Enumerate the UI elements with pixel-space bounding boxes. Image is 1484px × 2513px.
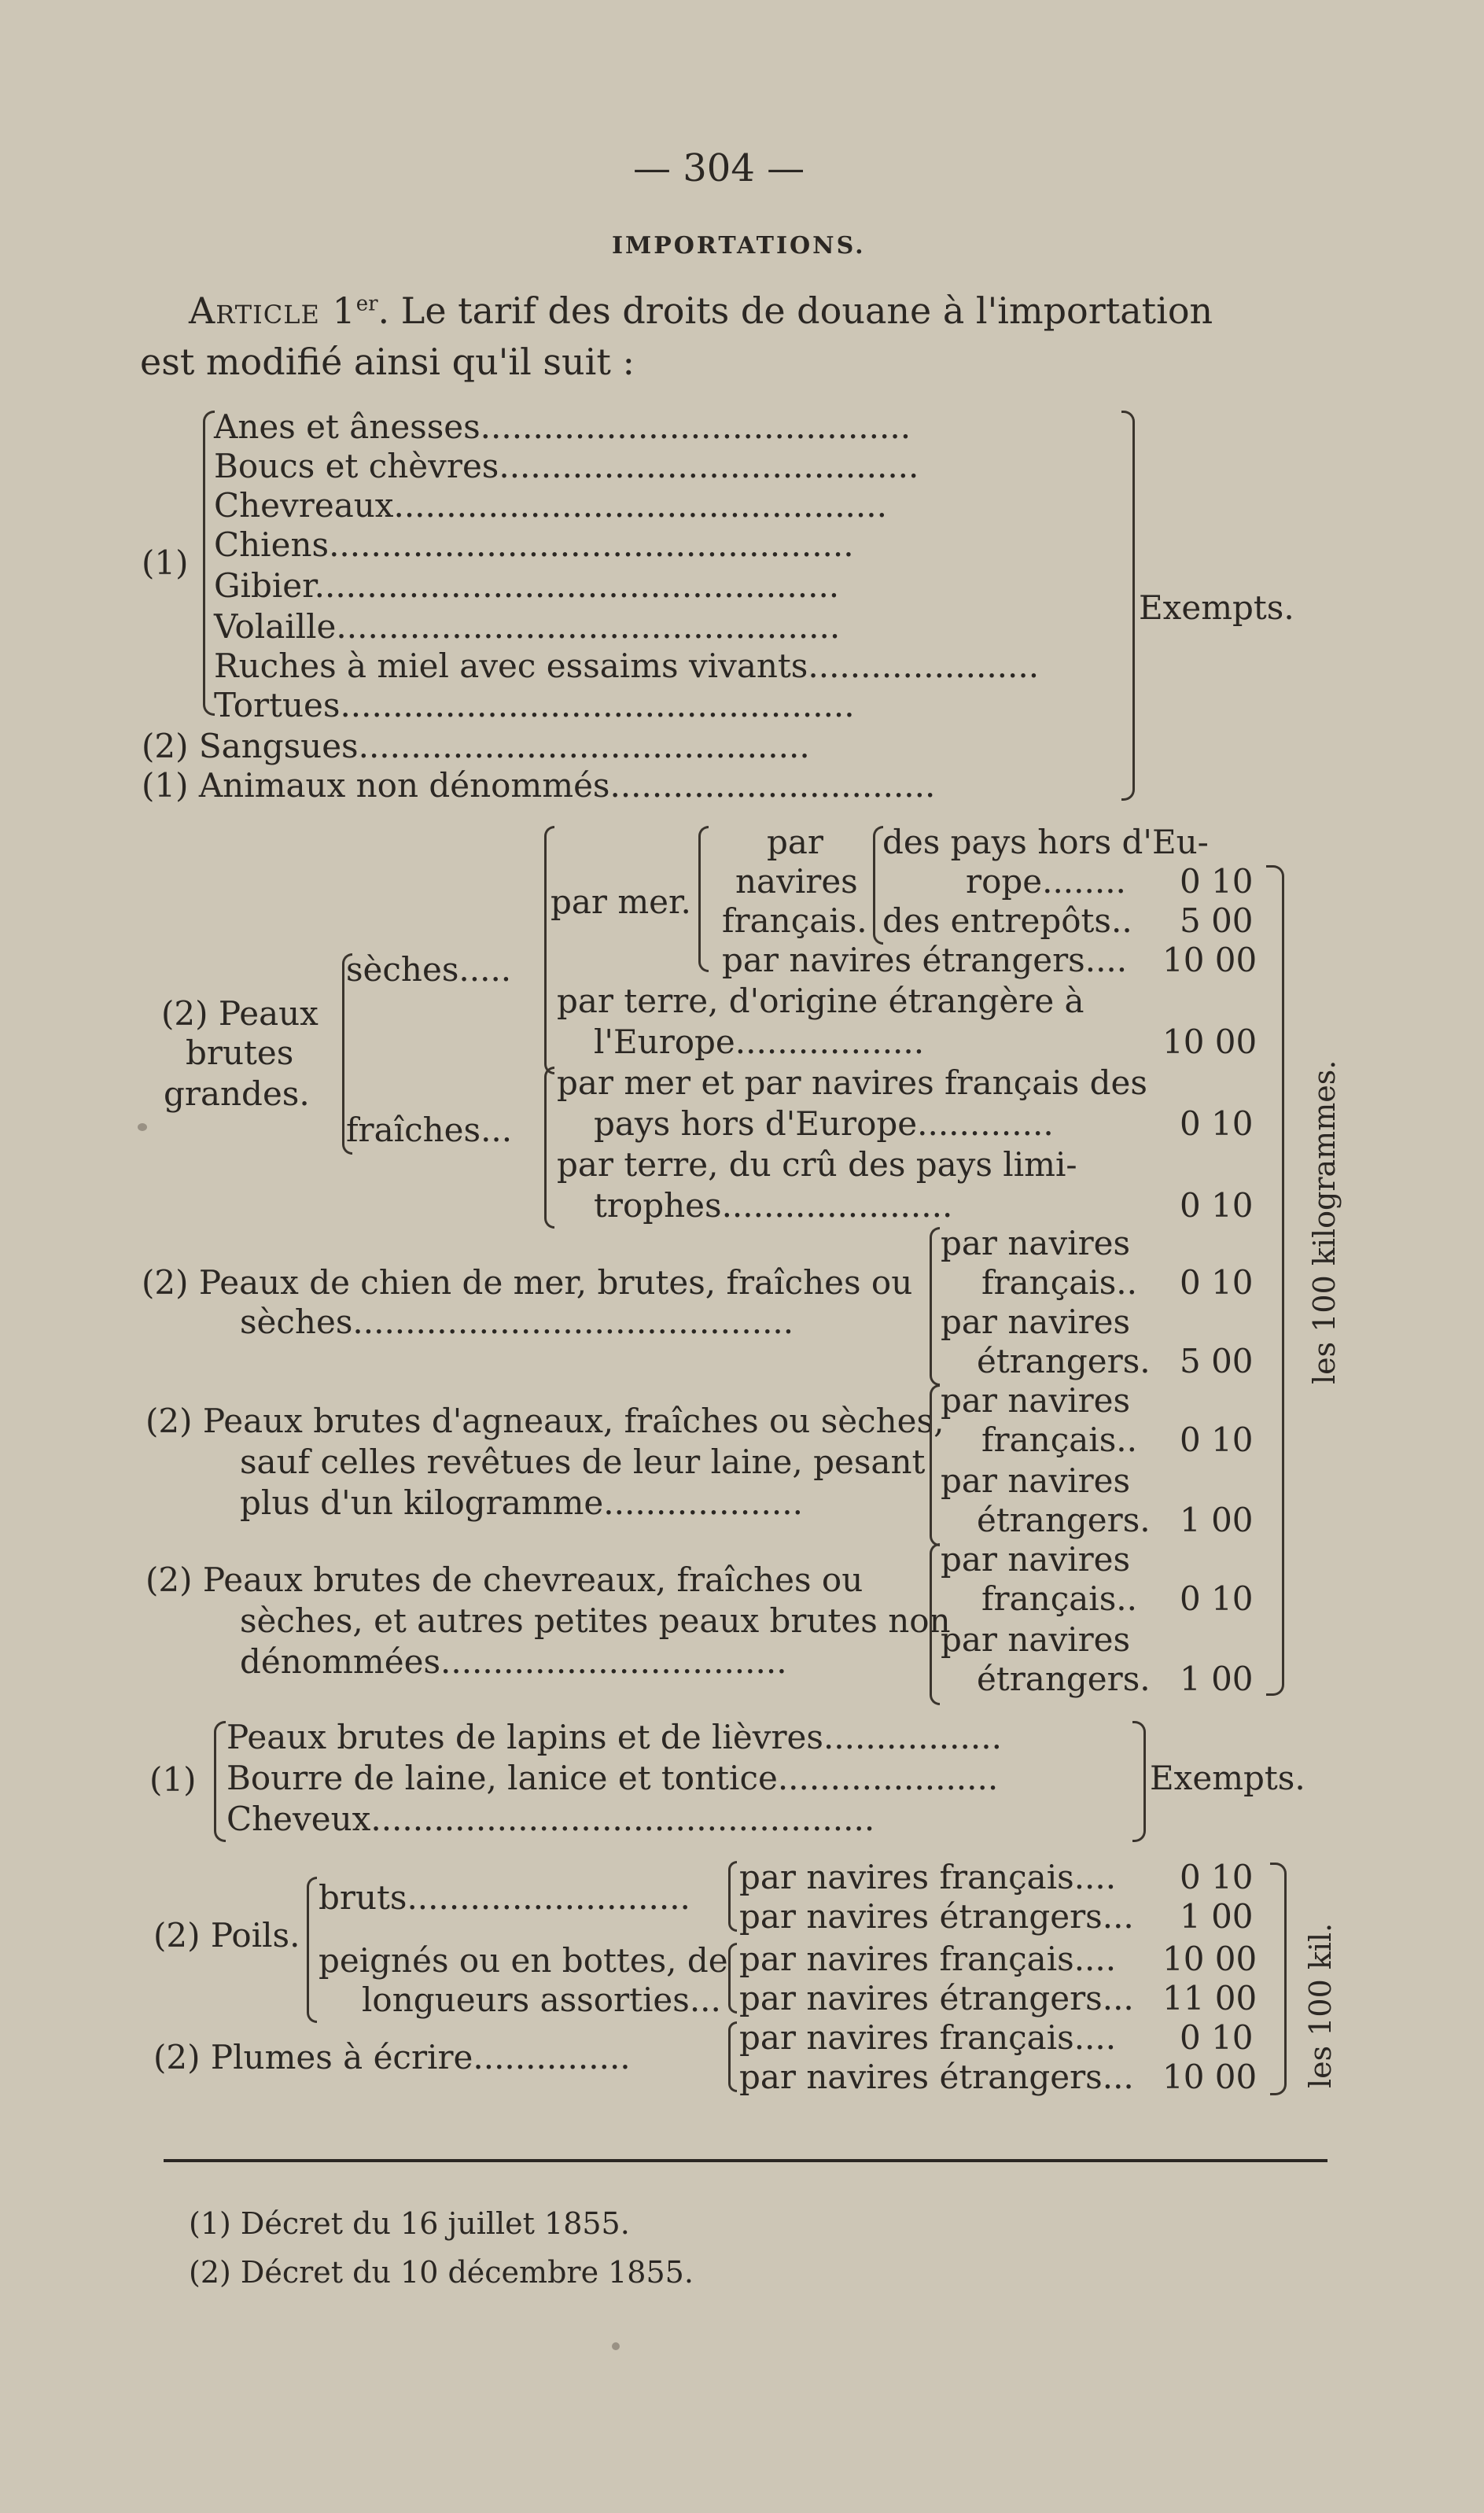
group1-right-brace	[1121, 411, 1135, 801]
footnote: (1) Décret du 16 juillet 1855.	[189, 2206, 630, 2241]
par-navires-label: navires	[735, 862, 858, 901]
seches-label: sèches.....	[346, 950, 512, 989]
group2-result: Exempts.	[1150, 1759, 1305, 1797]
group1-item: Chiens..................................................	[214, 525, 854, 564]
des-pays-line1: des pays hors d'Eu-	[882, 823, 1209, 861]
navires-etrangers-value: 10 00	[1162, 941, 1258, 979]
article-line-2: est modifié ainsi qu'il suit :	[140, 341, 635, 383]
chien-etrangers-value: 5 00	[1180, 1342, 1254, 1380]
chevreaux-par-navires: par navires	[941, 1540, 1131, 1579]
chien-etrangers: étrangers.	[977, 1342, 1151, 1380]
fr-terre-line2: trophes......................	[594, 1186, 953, 1225]
agneaux-par-navires: par navires	[941, 1461, 1131, 1500]
par-terre-value: 10 00	[1162, 1023, 1258, 1061]
unit-vertical-1: les 100 kilogrammes.	[1307, 1059, 1342, 1384]
peaux-grandes-label: grandes.	[164, 1074, 310, 1113]
peaux-grandes-label: brutes	[186, 1034, 294, 1072]
poils-peignes-fr-value: 10 00	[1162, 1940, 1258, 1978]
chevreaux-francais-value: 0 10	[1180, 1579, 1254, 1618]
group1-marker: (1)	[142, 544, 189, 582]
chevreaux-etrangers: étrangers.	[977, 1660, 1151, 1698]
page-number: — 304 —	[633, 146, 805, 190]
agneaux-brace	[930, 1384, 940, 1546]
group2-item: Bourre de laine, lanice et tontice.....................	[226, 1759, 999, 1797]
plumes-fr-value: 0 10	[1180, 2018, 1254, 2057]
footnote-rule	[164, 2159, 1327, 2162]
des-pays-line2: rope........	[966, 862, 1126, 901]
poils-bruts-brace	[728, 1861, 737, 1932]
seches-brace	[544, 826, 554, 1074]
des-entrepots: des entrepôts..	[882, 901, 1132, 940]
unit-brace-1	[1266, 865, 1284, 1696]
plumes-brace	[728, 2021, 737, 2092]
chien-francais-value: 0 10	[1180, 1263, 1254, 1302]
par-terre-line2: l'Europe..................	[594, 1023, 925, 1061]
chevreaux-etrangers-value: 1 00	[1180, 1660, 1254, 1698]
group1-item: Tortues.................................................	[214, 686, 855, 724]
agneaux-francais: français..	[981, 1420, 1137, 1459]
chien-line2: sèches..........................................	[240, 1303, 794, 1341]
poils-peignes-brace	[728, 1943, 737, 2014]
article-line-1	[189, 289, 1213, 332]
group1-item: Gibier..................................................	[214, 566, 840, 605]
paper-speck	[612, 2342, 620, 2350]
par-navires-label: par	[767, 823, 824, 861]
chien-par-navires: par navires	[941, 1303, 1131, 1341]
section-title: IMPORTATIONS.	[612, 232, 866, 260]
des-pays-value: 0 10	[1180, 862, 1254, 901]
poils-bruts-et-value: 1 00	[1180, 1897, 1254, 1936]
unit-vertical-2: les 100 kil.	[1303, 1922, 1338, 2088]
paper-speck	[138, 1123, 147, 1131]
group2-item: Cheveux................................................	[226, 1800, 875, 1838]
fr-mer-line1: par mer et par navires français des	[557, 1063, 1147, 1102]
plumes-label: (2) Plumes à écrire...............	[153, 2038, 631, 2076]
chevreaux-brace	[930, 1543, 940, 1705]
agneaux-par-navires: par navires	[941, 1381, 1131, 1420]
par-navires-label: français.	[722, 901, 867, 940]
article-text: . Le tarif des droits de douane à l'importation	[377, 289, 1213, 332]
par-mer-label: par mer.	[551, 882, 691, 921]
chevreaux-par-navires: par navires	[941, 1620, 1131, 1659]
fraiches-label: fraîches...	[346, 1111, 513, 1149]
poils-peignes-fr: par navires français....	[739, 1940, 1117, 1978]
article-sup: er	[355, 292, 378, 316]
peaux-grandes-label: (2) Peaux	[161, 994, 319, 1033]
agneaux-etrangers: étrangers.	[977, 1501, 1151, 1539]
par-terre-line1: par terre, d'origine étrangère à	[557, 982, 1084, 1020]
poils-bruts-fr: par navires français....	[739, 1858, 1117, 1896]
group2-right-brace	[1132, 1721, 1146, 1842]
fr-mer-line2: pays hors d'Europe.............	[594, 1104, 1054, 1143]
poils-bruts-et: par navires étrangers...	[739, 1897, 1134, 1936]
group1-animaux: (1) Animaux non dénommés...............................	[142, 766, 936, 805]
poils-peignes-et-value: 11 00	[1162, 1979, 1258, 2017]
poils-peignes-et: par navires étrangers...	[739, 1979, 1134, 2017]
agneaux-line2: sauf celles revêtues de leur laine, pesant	[240, 1443, 926, 1481]
chien-brace	[930, 1227, 940, 1386]
poils-brace	[307, 1877, 317, 2023]
poils-peignes-line1: peignés ou en bottes, de	[319, 1941, 728, 1980]
par-mer-brace	[698, 826, 709, 972]
group1-item: Boucs et chèvres........................................	[214, 447, 919, 485]
footnote: (2) Décret du 10 décembre 1855.	[189, 2255, 694, 2290]
agneaux-francais-value: 0 10	[1180, 1420, 1254, 1459]
plumes-et: par navires étrangers...	[739, 2058, 1134, 2096]
group2-marker: (1)	[149, 1760, 197, 1799]
group1-result: Exempts.	[1139, 588, 1294, 627]
group1-item: Anes et ânesses.........................................	[214, 407, 911, 446]
group1-left-brace	[203, 411, 215, 716]
chevreaux-francais: français..	[981, 1579, 1137, 1618]
chevreaux-line2: sèches, et autres petites peaux brutes non	[240, 1601, 951, 1640]
poils-peignes-line2: longueurs assorties...	[362, 1981, 721, 2019]
chien-par-navires: par navires	[941, 1224, 1131, 1262]
group1-item: Ruches à miel avec essaims vivants......................	[214, 647, 1040, 685]
poils-bruts-fr-value: 0 10	[1180, 1858, 1254, 1896]
plumes-et-value: 10 00	[1162, 2058, 1258, 2096]
group2-item: Peaux brutes de lapins et de lièvres.................	[226, 1718, 1002, 1756]
group1-item: Chevreaux...............................................	[214, 486, 887, 525]
unit-brace-2	[1270, 1863, 1287, 2095]
group1-sangsues: (2) Sangsues...........................................	[142, 727, 810, 765]
plumes-fr: par navires français....	[739, 2018, 1117, 2057]
des-entrepots-value: 5 00	[1180, 901, 1254, 940]
article-label: Article 1	[189, 289, 356, 332]
chevreaux-line3: dénommées.................................	[240, 1642, 787, 1681]
chien-line1: (2) Peaux de chien de mer, brutes, fraîches ou	[142, 1263, 913, 1302]
agneaux-line3: plus d'un kilogramme...................	[240, 1483, 803, 1522]
poils-label: (2) Poils.	[153, 1916, 300, 1955]
fr-terre-value: 0 10	[1180, 1186, 1254, 1225]
fraiches-brace	[544, 1067, 554, 1229]
fr-terre-line1: par terre, du crû des pays limi-	[557, 1145, 1077, 1184]
fr-mer-value: 0 10	[1180, 1104, 1254, 1143]
chevreaux-line1: (2) Peaux brutes de chevreaux, fraîches ou	[145, 1560, 864, 1599]
navires-etrangers: par navires étrangers....	[722, 941, 1128, 979]
group2-left-brace	[214, 1721, 226, 1842]
poils-bruts: bruts...........................	[319, 1878, 690, 1917]
agneaux-etrangers-value: 1 00	[1180, 1501, 1254, 1539]
group1-item: Volaille................................................	[214, 607, 841, 646]
chien-francais: français..	[981, 1263, 1137, 1302]
agneaux-line1: (2) Peaux brutes d'agneaux, fraîches ou sèches,	[145, 1402, 945, 1440]
